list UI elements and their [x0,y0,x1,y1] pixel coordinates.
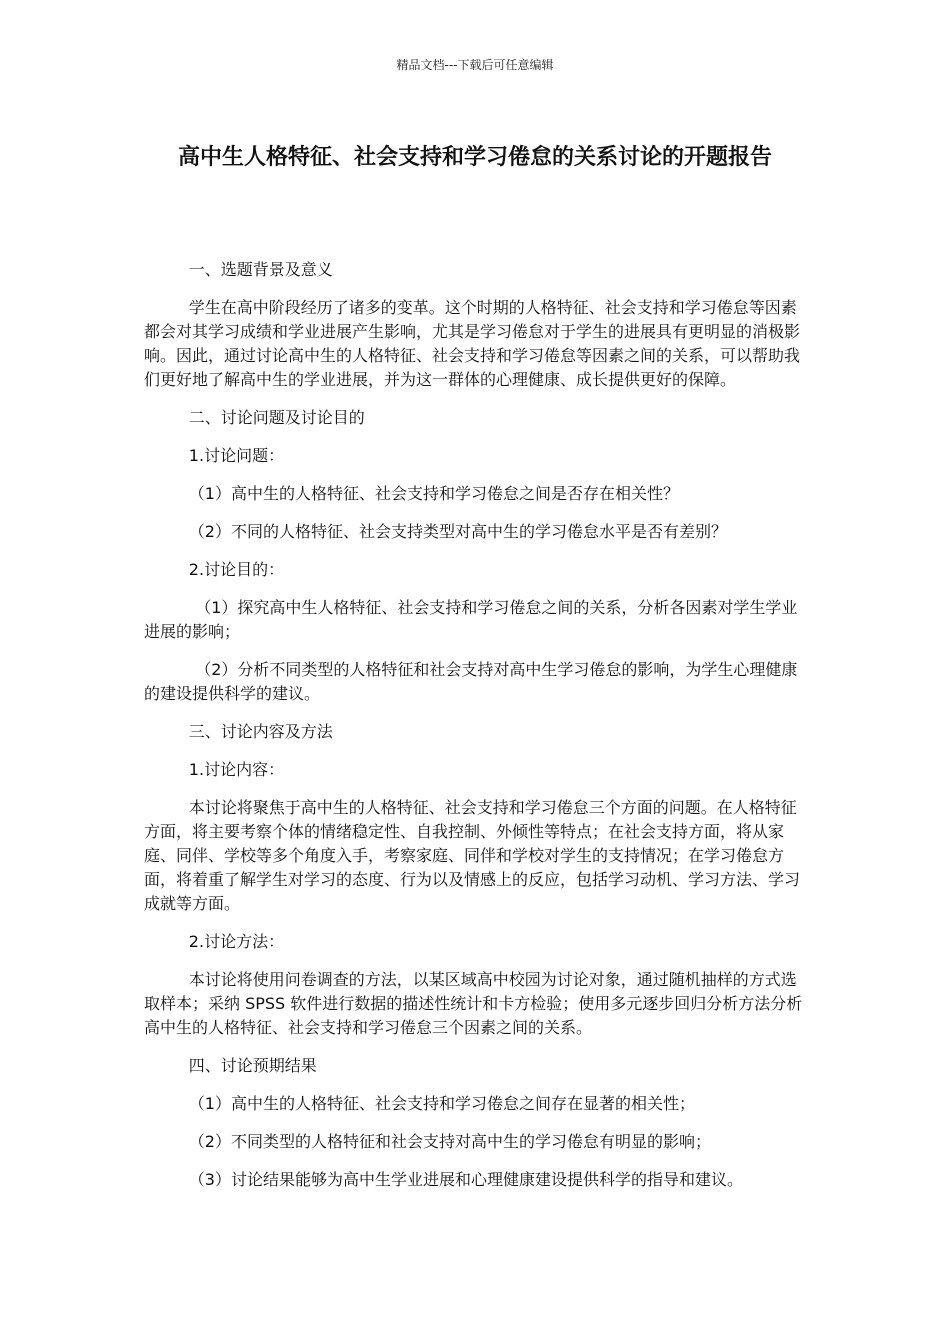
expected-result-3: （3）讨论结果能够为高中生学业进展和心理健康建设提供科学的指导和建议。 [188,1170,743,1189]
research-question-1: （1）高中生的人格特征、社会支持和学习倦怠之间是否存在相关性？ [188,484,679,503]
section-heading-background: 一、选题背景及意义 [188,260,333,279]
research-goal-1: （1）探究高中生人格特征、社会支持和学习倦怠之间的关系，分析各因素对学生学业进展的影响； [144,598,798,641]
subheading-research-content: 1.讨论内容： [188,760,285,779]
subheading-research-method: 2.讨论方法： [188,932,285,951]
document-title: 高中生人格特征、社会支持和学习倦怠的关系讨论的开题报告 [177,145,772,170]
subheading-research-questions: 1.讨论问题： [188,446,285,465]
background-paragraph: 学生在高中阶段经历了诸多的变革。这个时期的人格特征、社会支持和学习倦怠等因素都会对其学习成绩和学业进展产生影响，尤其是学习倦怠对于学生的进展具有更明显的消极影响。因此，通过讨论高中生的人格特征、社会支持和学习倦怠等因素之间的关系，可以帮助我们更好地了解高中生的学业进展，并为这一群体的心理健康、成长提供更好的保障。 [144,298,801,389]
page-header-note: 精品文档---下载后可任意编辑 [396,58,554,72]
expected-result-2: （2）不同类型的人格特征和社会支持对高中生的学习倦怠有明显的影响； [188,1132,711,1151]
research-goal-2: （2）分析不同类型的人格特征和社会支持对高中生学习倦怠的影响，为学生心理健康的建设提供科学的建议。 [144,660,798,703]
research-method-paragraph: 本讨论将使用问卷调查的方法，以某区域高中校园为讨论对象，通过随机抽样的方式选取样本；采纳 SPSS 软件进行数据的描述性统计和卡方检验；使用多元逐步回归分析方法分析高中生的人格特征、社会支持和学习倦怠三个因素之间的关系。 [144,970,803,1037]
subheading-research-goals: 2.讨论目的： [188,560,285,579]
section-heading-questions: 二、讨论问题及讨论目的 [188,408,365,427]
section-heading-methods: 三、讨论内容及方法 [188,722,333,741]
research-content-paragraph: 本讨论将聚焦于高中生的人格特征、社会支持和学习倦怠三个方面的问题。在人格特征方面，将主要考察个体的情绪稳定性、自我控制、外倾性等特点；在社会支持方面，将从家庭、同伴、学校等多个角度入手，考察家庭、同伴和学校对学生的支持情况；在学习倦怠方面，将着重了解学生对学习的态度、行为以及情感上的反应，包括学习动机、学习方法、学习成就等方面。 [144,798,801,913]
research-question-2: （2）不同的人格特征、社会支持类型对高中生的学习倦怠水平是否有差别？ [188,522,727,541]
document-body [144,258,808,1206]
section-heading-results: 四、讨论预期结果 [188,1056,317,1075]
expected-result-1: （1）高中生的人格特征、社会支持和学习倦怠之间存在显著的相关性； [188,1094,695,1113]
